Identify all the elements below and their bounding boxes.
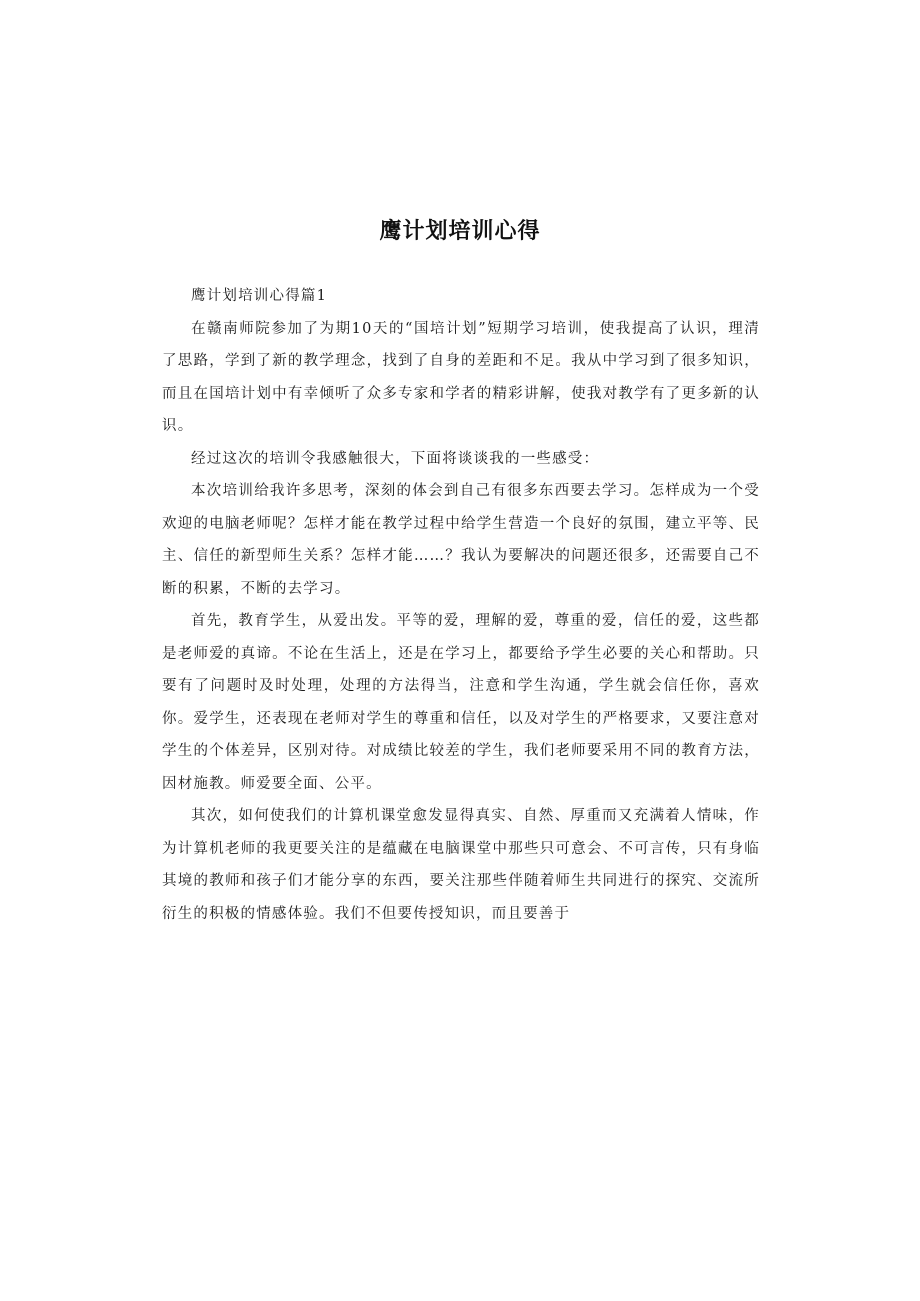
paragraph-2: 经过这次的培训令我感触很大，下面将谈谈我的一些感受： [191,450,600,467]
paragraph-5: 其次，如何使我们的计算机课堂愈发显得真实、自然、厚重而又充满着人情味，作为计算机老师的我更要关注的是蕴藏在电脑课堂中那些只可意会、不可言传，只有身临其境的教师和孩子们才能分享的东西，要关注那些伴随着师生共同进行的探究、交流所衍生的积极的情感体验。我们不但要传授知识，而且要善于 [162,808,760,922]
document-title: 鹰计划培训心得 [379,219,541,244]
paragraph-4: 首先，教育学生，从爱出发。平等的爱，理解的爱，尊重的爱，信任的爱，这些都是老师爱的真谛。不论在生活上，还是在学习上，都要给予学生必要的关心和帮助。只要有了问题时及时处理，处理的方法得当，注意和学生沟通，学生就会信任你，喜欢你。爱学生，还表现在老师对学生的尊重和信任，以及对学生的严格要求，又要注意对学生的个体差异，区别对待。对成绩比较差的学生，我们老师要采用不同的教育方法，因材施教。师爱要全面、公平。 [162,613,760,792]
document-body [162,280,760,930]
paragraph-1: 在赣南师院参加了为期10天的“国培计划”短期学习培训，使我提高了认识，理清了思路，学到了新的教学理念，找到了自身的差距和不足。我从中学习到了很多知识，而且在国培计划中有幸倾听了众多专家和学者的精彩讲解，使我对教学有了更多新的认识。 [162,320,760,434]
section-heading: 鹰计划培训心得篇1 [191,288,328,304]
paragraph-3: 本次培训给我许多思考，深刻的体会到自己有很多东西要去学习。怎样成为一个受欢迎的电脑老师呢？怎样才能在教学过程中给学生营造一个良好的氛围，建立平等、民主、信任的新型师生关系？怎样才能……？我认为要解决的问题还很多，还需要自己不断的积累，不断的去学习。 [162,483,760,597]
